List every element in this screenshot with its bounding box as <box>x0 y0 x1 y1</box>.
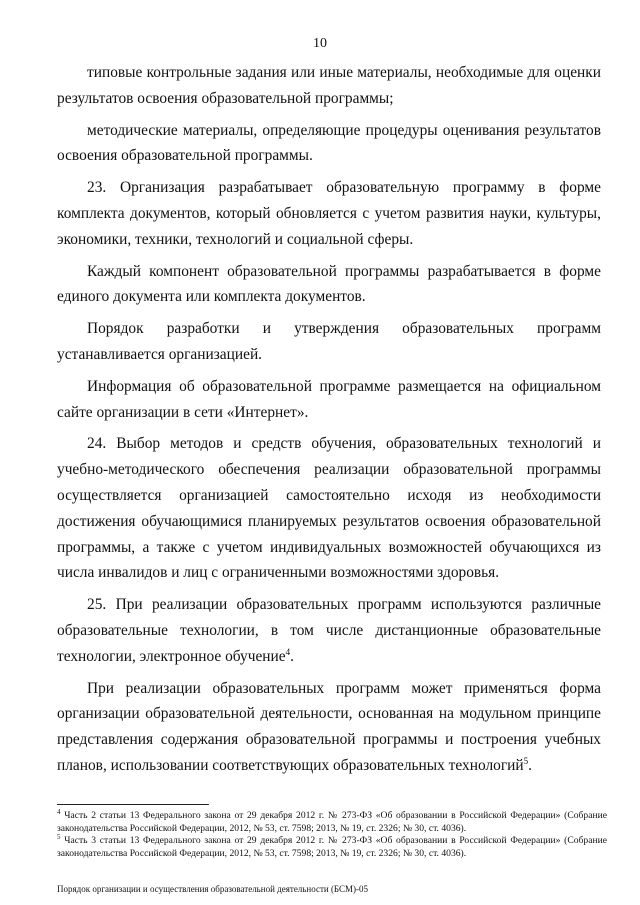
footnote-text: Часть 2 статьи 13 Федерального закона от 29 декабря 2012 г. № 273-ФЗ «Об образовании в Российской Федерации» (Собрание законодательства Российской Федерации, 2012, № 53, ст. 7598; 2013, № 19, ст. 2326; № 30, ст. 4036). <box>57 810 607 834</box>
paragraph <box>57 431 601 586</box>
footnote-text: Часть 3 статьи 13 Федерального закона от 29 декабря 2012 г. № 273-ФЗ «Об образовании в Российской Федерации» (Собрание законодательства Российской Федерации, 2012, № 53, ст. 7598; 2013, № 19, ст. 2326; № 30, ст. 4036). <box>57 835 607 859</box>
paragraph-text: Каждый компонент образовательной программы разрабатывается в форме единого документа или комплекта документов. <box>57 262 601 306</box>
paragraph <box>57 374 601 426</box>
paragraph <box>57 592 601 669</box>
paragraph-text: 24. Выбор методов и средств обучения, образовательных технологий и учебно-методического обеспечения реализации образовательной программы осуществляется организацией самостоятельно исходя из необходимости достижения обучающимися планируемых результатов освоения образовательной программы, а также с учетом индивидуальных возможностей обучающихся из числа инвалидов и лиц с ограниченными возможностями здоровья. <box>57 435 601 582</box>
paragraph-text: 23. Организация разрабатывает образовательную программу в форме комплекта документов, который обновляется с учетом развития науки, культуры, экономики, техники, технологий и социальной сферы. <box>57 179 601 248</box>
footnotes <box>57 807 607 860</box>
paragraph-tail: . <box>528 756 532 774</box>
footnote-mark: 5 <box>57 833 61 841</box>
document-footer: Порядок организации и осуществления образовательной деятельности (БСМ)-05 <box>57 884 369 894</box>
paragraph <box>57 259 601 311</box>
paragraph <box>57 316 601 368</box>
footnote-ref: 4 <box>285 646 291 657</box>
paragraph-text: Порядок разработки и утверждения образовательных программ устанавливается организацией. <box>57 320 601 363</box>
paragraph-text: методические материалы, определяющие процедуры оценивания результатов освоения образовательной программы. <box>57 121 601 165</box>
footnote-separator <box>57 804 209 805</box>
paragraph-tail: . <box>290 647 294 665</box>
body-text <box>57 60 601 785</box>
paragraph <box>57 60 601 112</box>
footnote <box>57 835 607 860</box>
footnote-mark: 4 <box>57 807 61 816</box>
paragraph <box>57 118 601 170</box>
paragraph-text: типовые контрольные задания или иные материалы, необходимые для оценки результатов освоения образовательной программы; <box>57 64 601 107</box>
paragraph-text: Информация об образовательной программе размещается на официальном сайте организации в сети «Интернет». <box>57 377 601 421</box>
footnote-ref: 5 <box>523 755 529 766</box>
paragraph <box>57 175 601 252</box>
paragraph <box>57 676 601 779</box>
page-number: 10 <box>313 36 327 51</box>
footnote <box>57 807 607 835</box>
paragraph-text: При реализации образовательных программ может применяться форма организации образовательной деятельности, основанная на модульном принципе представления содержания образовательной программы и построения учебных планов, использовании соответствующих образовательных технологий <box>57 679 601 774</box>
paragraph-text: 25. При реализации образовательных программ используются различные образовательные технологии, в том числе дистанционные образовательные технологии, электронное обучение <box>57 596 601 665</box>
